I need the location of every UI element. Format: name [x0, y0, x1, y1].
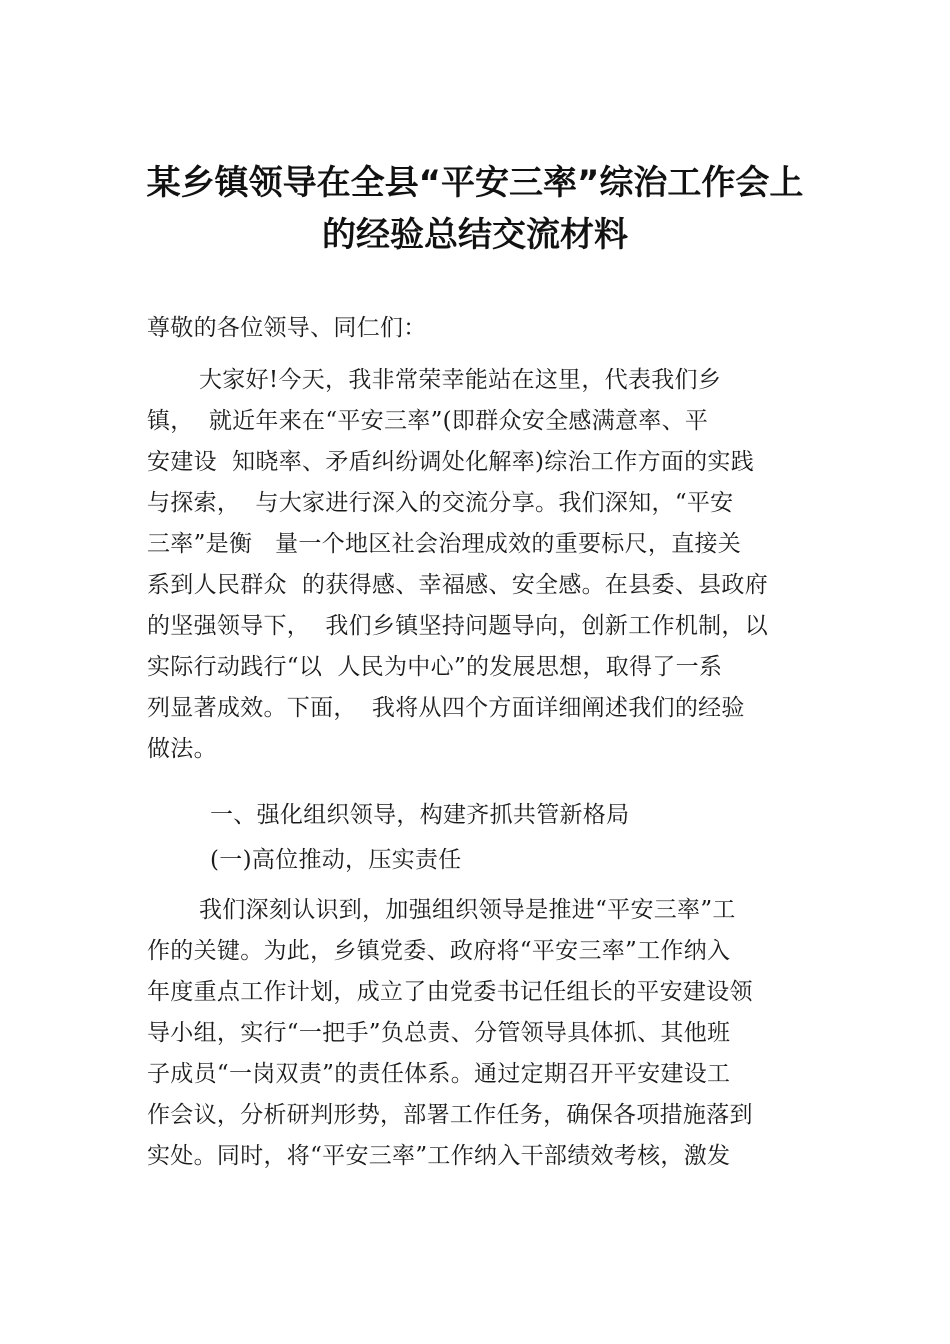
subsection-heading-1: (一)高位推动，压实责任 [210, 847, 462, 873]
paragraph-1-line-2: 镇， 就近年来在“平安三率”(即群众安全感满意率、平 [147, 408, 709, 434]
paragraph-1-line-3: 安建设 知晓率、矛盾纠纷调处化解率)综治工作方面的实践 [147, 449, 754, 475]
paragraph-1-line-5: 三率”是衡 量一个地区社会治理成效的重要标尺，直接关 [147, 531, 742, 557]
paragraph-1-line-8: 实际行动践行“以 人民为中心”的发展思想，取得了一系 [147, 654, 723, 680]
paragraph-2-line-1: 我们深刻认识到，加强组织领导是推进“平安三率”工 [199, 897, 736, 923]
section-heading-1: 一、强化组织领导，构建齐抓共管新格局 [210, 802, 630, 828]
paragraph-1-line-1: 大家好!今天，我非常荣幸能站在这里，代表我们乡 [199, 367, 722, 393]
salutation: 尊敬的各位领导、同仁们： [147, 315, 427, 341]
paragraph-1-line-6: 系到人民群众 的获得感、幸福感、安全感。在县委、县政府 [147, 572, 769, 598]
paragraph-1-line-4: 与探索， 与大家进行深入的交流分享。我们深知，“平安 [147, 490, 734, 516]
paragraph-2-line-2: 作的关键。为此，乡镇党委、政府将“平安三率”工作纳入 [147, 938, 731, 964]
paragraph-2-line-4: 导小组，实行“一把手”负总责、分管领导具体抓、其他班 [147, 1020, 731, 1046]
document-title-line-2: 的经验总结交流材料 [322, 215, 628, 255]
paragraph-1-line-10: 做法。 [147, 736, 217, 762]
document-title-line-1: 某乡镇领导在全县“平安三率”综治工作会上 [146, 163, 804, 203]
paragraph-2-line-5: 子成员“一岗双责”的责任体系。通过定期召开平安建设工 [147, 1061, 731, 1087]
paragraph-1-line-7: 的坚强领导下， 我们乡镇坚持问题导向，创新工作机制，以 [147, 613, 769, 639]
paragraph-1-line-9: 列显著成效。下面， 我将从四个方面详细阐述我们的经验 [147, 695, 745, 721]
paragraph-2-line-7: 实处。同时，将“平安三率”工作纳入干部绩效考核，激发 [147, 1143, 731, 1169]
paragraph-2-line-3: 年度重点工作计划，成立了由党委书记任组长的平安建设领 [147, 979, 753, 1005]
paragraph-2-line-6: 作会议，分析研判形势，部署工作任务，确保各项措施落到 [147, 1102, 753, 1128]
